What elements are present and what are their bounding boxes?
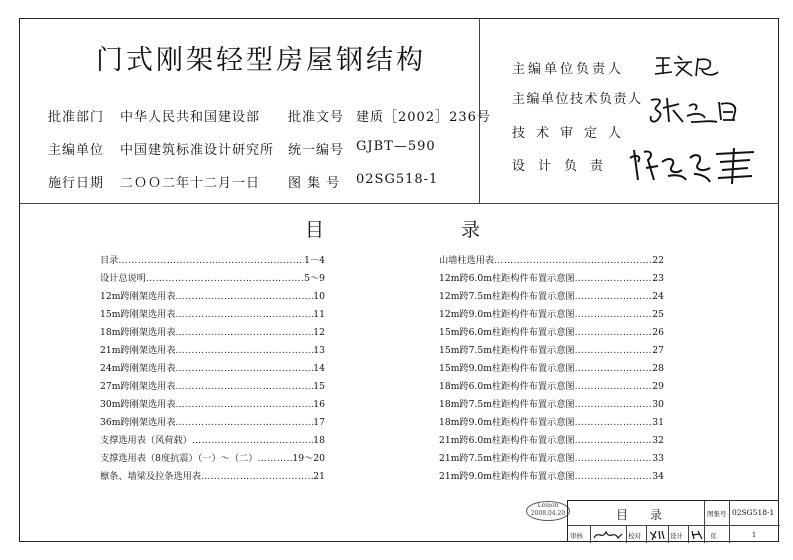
toc-item: 18m跨7.5m柱距构件布置示意图 ………………………………………………………………………………………………………… 30 [439, 396, 664, 410]
signature-chief [652, 48, 722, 80]
toc-item: 15m跨刚架选用表 ………………………………………………………………………………………………………… 11 [100, 306, 325, 320]
designer-signature [690, 528, 704, 541]
signature-design-lead [624, 144, 759, 186]
header-horizontal-divider [19, 203, 779, 204]
toc-heading-left: 目 [305, 219, 325, 241]
approve-doc: 建质［2002］236号 [356, 110, 491, 125]
toc-item: 支撑选用表（风荷载） ………………………………………………………………………………………………………… 18 [100, 432, 325, 446]
stamp-line-1: Lemon [537, 502, 559, 509]
toc-item: 12m跨6.0m柱距构件布置示意图 ………………………………………………………………………………………………………… 23 [439, 270, 664, 284]
editor-unit-label: 主编单位 [48, 143, 105, 158]
role-label-design-lead: 设计负责 [512, 159, 617, 174]
signature-tech-chief [645, 92, 745, 132]
toc-item: 21m跨6.0m柱距构件布置示意图 ………………………………………………………………………………………………………… 32 [439, 432, 664, 446]
toc-item: 30m跨刚架选用表 ………………………………………………………………………………………………………… 16 [100, 396, 325, 410]
toc-item: 檩条、墙梁及拉条选用表 ………………………………………………………………………………………………………… 21 [100, 468, 325, 482]
role-label-reviewer: 技术审定人 [512, 126, 633, 141]
toc-item: 山墙柱选用表 ………………………………………………………………………………………………………… 22 [439, 252, 664, 266]
toc-item: 21m跨刚架选用表 ………………………………………………………………………………………………………… 13 [100, 342, 325, 356]
approve-dept-label: 批准部门 [48, 110, 105, 125]
title-block [567, 500, 779, 542]
atlas-no-label-cell: 图集号 [707, 510, 727, 518]
toc-item: 21m跨9.0m柱距构件布置示意图 ………………………………………………………………………………………………………… 34 [439, 468, 664, 482]
toc-heading-right: 录 [461, 219, 481, 241]
title-block-name-right: 录 [650, 508, 663, 522]
archive-stamp [526, 501, 570, 521]
atlas-no: 02SG518-1 [356, 172, 439, 187]
toc-item: 支撑选用表（8度抗震）（一）～（二） ………………………………………………………………………………………………………… 19～20 [100, 450, 325, 464]
unified-no: GJBT—590 [356, 139, 436, 154]
toc-item: 15m跨9.0m柱距构件布置示意图 ………………………………………………………………………………………………………… 28 [439, 360, 664, 374]
role-label-tech-chief: 主编单位技术负责人 [512, 92, 643, 107]
atlas-no-cell: 02SG518-1 [732, 508, 775, 517]
atlas-no-label: 图 集 号 [288, 176, 341, 191]
toc-item: 12m跨7.5m柱距构件布置示意图 ………………………………………………………………………………………………………… 24 [439, 288, 664, 302]
review-label: 审核 [570, 532, 583, 540]
toc-item: 21m跨7.5m柱距构件布置示意图 ………………………………………………………………………………………………………… 33 [439, 450, 664, 464]
approve-dept: 中华人民共和国建设部 [120, 110, 261, 125]
toc-item: 15m跨6.0m柱距构件布置示意图 ………………………………………………………………………………………………………… 26 [439, 324, 664, 338]
toc-item: 15m跨7.5m柱距构件布置示意图 ………………………………………………………………………………………………………… 27 [439, 342, 664, 356]
page-label: 页 [710, 532, 717, 540]
toc-item: 12m跨刚架选用表 ………………………………………………………………………………………………………… 10 [100, 288, 325, 302]
toc-item: 27m跨刚架选用表 ………………………………………………………………………………………………………… 15 [100, 378, 325, 392]
atlas-title: 门式刚架轻型房屋钢结构 [96, 45, 426, 76]
design-label: 设计 [670, 532, 683, 540]
toc-item: 12m跨9.0m柱距构件布置示意图 ………………………………………………………………………………………………………… 25 [439, 306, 664, 320]
unified-no-label: 统一编号 [288, 143, 345, 158]
toc-item: 设计总说明 ………………………………………………………………………………………………………… 5～9 [100, 270, 325, 284]
stamp-line-2: 2008.04.20 [530, 510, 566, 517]
impl-date: 二ＯＯ二年十二月一日 [120, 176, 261, 191]
title-block-name-left: 目 [616, 508, 629, 522]
checker-signature [648, 528, 666, 541]
editor-unit: 中国建筑标准设计研究所 [120, 143, 275, 158]
impl-date-label: 施行日期 [48, 176, 105, 191]
toc-item: 24m跨刚架选用表 ………………………………………………………………………………………………………… 14 [100, 360, 325, 374]
toc-item: 18m跨6.0m柱距构件布置示意图 ………………………………………………………………………………………………………… 29 [439, 378, 664, 392]
approve-doc-label: 批准文号 [288, 110, 345, 125]
reviewer-signature [592, 528, 624, 541]
check-label: 校对 [628, 532, 641, 540]
page-number: 1 [752, 531, 757, 539]
toc-item: 18m跨9.0m柱距构件布置示意图 ………………………………………………………………………………………………………… 31 [439, 414, 664, 428]
toc-item: 36m跨刚架选用表 ………………………………………………………………………………………………………… 17 [100, 414, 325, 428]
role-label-chief: 主编单位负责人 [512, 62, 625, 77]
toc-item: 目录 ………………………………………………………………………………………………………… 1－4 [100, 252, 325, 266]
toc-item: 18m跨刚架选用表 ………………………………………………………………………………………………………… 12 [100, 324, 325, 338]
